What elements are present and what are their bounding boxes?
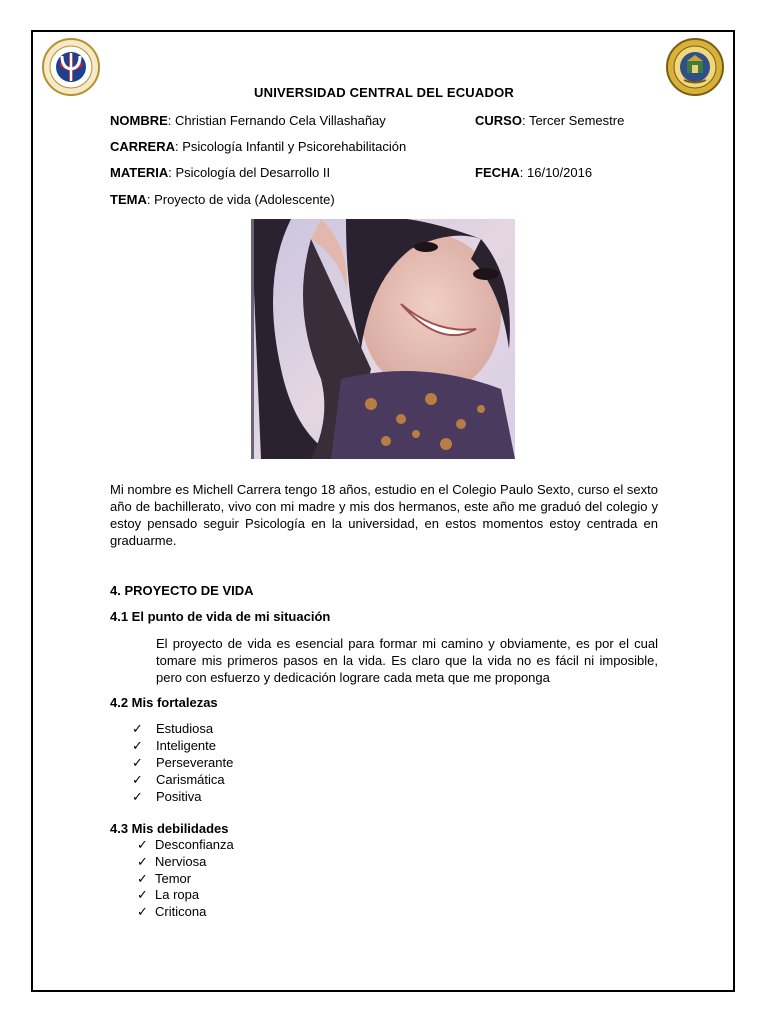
materia-label: MATERIA [110, 165, 169, 180]
section-4-3-title: 4.3 Mis debilidades [110, 821, 229, 836]
fecha-value: : 16/10/2016 [519, 165, 593, 180]
list-item: ✓ La ropa [137, 887, 200, 903]
check-icon: ✓ [137, 870, 148, 886]
list-item: ✓ Inteligente [132, 738, 216, 753]
check-icon: ✓ [137, 853, 148, 869]
university-title: UNIVERSIDAD CENTRAL DEL ECUADOR [254, 85, 514, 100]
section-4-1-text: El proyecto de vida es esencial para formar mi camino y obviamente, es por el cual tomare mis primeros pasos en la vida. Es claro que la vida no es fácil ni imposible, pero con esfuerzo y dedicación lograre cada meta que me proponga [156, 636, 658, 685]
fortalezas-list [132, 720, 233, 805]
student-photo [251, 219, 515, 459]
curso-label: CURSO [475, 113, 522, 128]
section-4-title: 4. PROYECTO DE VIDA [110, 583, 254, 598]
check-icon: ✓ [137, 887, 148, 903]
materia-value: : Psicología del Desarrollo II [168, 165, 331, 180]
check-icon: ✓ [132, 755, 143, 770]
check-icon: ✓ [132, 721, 143, 736]
list-item: ✓ Nerviosa [137, 853, 207, 869]
tema-field [110, 192, 335, 207]
tema-value: : Proyecto de vida (Adolescente) [146, 192, 335, 207]
nombre-label: NOMBRE [110, 113, 168, 128]
list-item: ✓ Positiva [132, 789, 202, 804]
fecha-field [475, 165, 592, 180]
check-icon: ✓ [132, 789, 143, 804]
list-item: ✓ Desconfianza [137, 837, 234, 852]
check-icon: ✓ [137, 837, 148, 852]
list-item: ✓ Temor [137, 870, 192, 886]
nombre-value: : Christian Fernando Cela Villashañay [167, 113, 386, 128]
nombre-field [110, 113, 386, 128]
debilidades-list [137, 837, 234, 921]
section-4-2-title: 4.2 Mis fortalezas [110, 695, 218, 710]
curso-value: : Tercer Semestre [521, 113, 625, 128]
list-item: ✓ Perseverante [132, 755, 234, 770]
carrera-field [110, 139, 406, 154]
list-item: ✓ Carismática [132, 772, 225, 787]
check-icon: ✓ [137, 904, 148, 920]
section-4-1-title: 4.1 El punto de vida de mi situación [110, 609, 331, 624]
fecha-label: FECHA [475, 165, 520, 180]
carrera-value: : Psicología Infantil y Psicorehabilitación [175, 139, 407, 154]
check-icon: ✓ [132, 738, 143, 753]
curso-field [475, 113, 624, 128]
materia-field [110, 165, 330, 180]
tema-label: TEMA [110, 192, 147, 207]
check-icon: ✓ [132, 772, 143, 787]
list-item: ✓ Criticona [137, 904, 207, 920]
carrera-label: CARRERA [110, 139, 175, 154]
intro-paragraph: Mi nombre es Michell Carrera tengo 18 años, estudio en el Colegio Paulo Sexto, curso el sexto año de bachillerato, vivo con mi madre y mis dos hermanos, este año me graduó del colegio y estoy pensado seguir Psicología en la universidad, en estos momentos estoy centrada en graduarme. [110, 482, 658, 548]
list-item: ✓ Estudiosa [132, 721, 214, 736]
